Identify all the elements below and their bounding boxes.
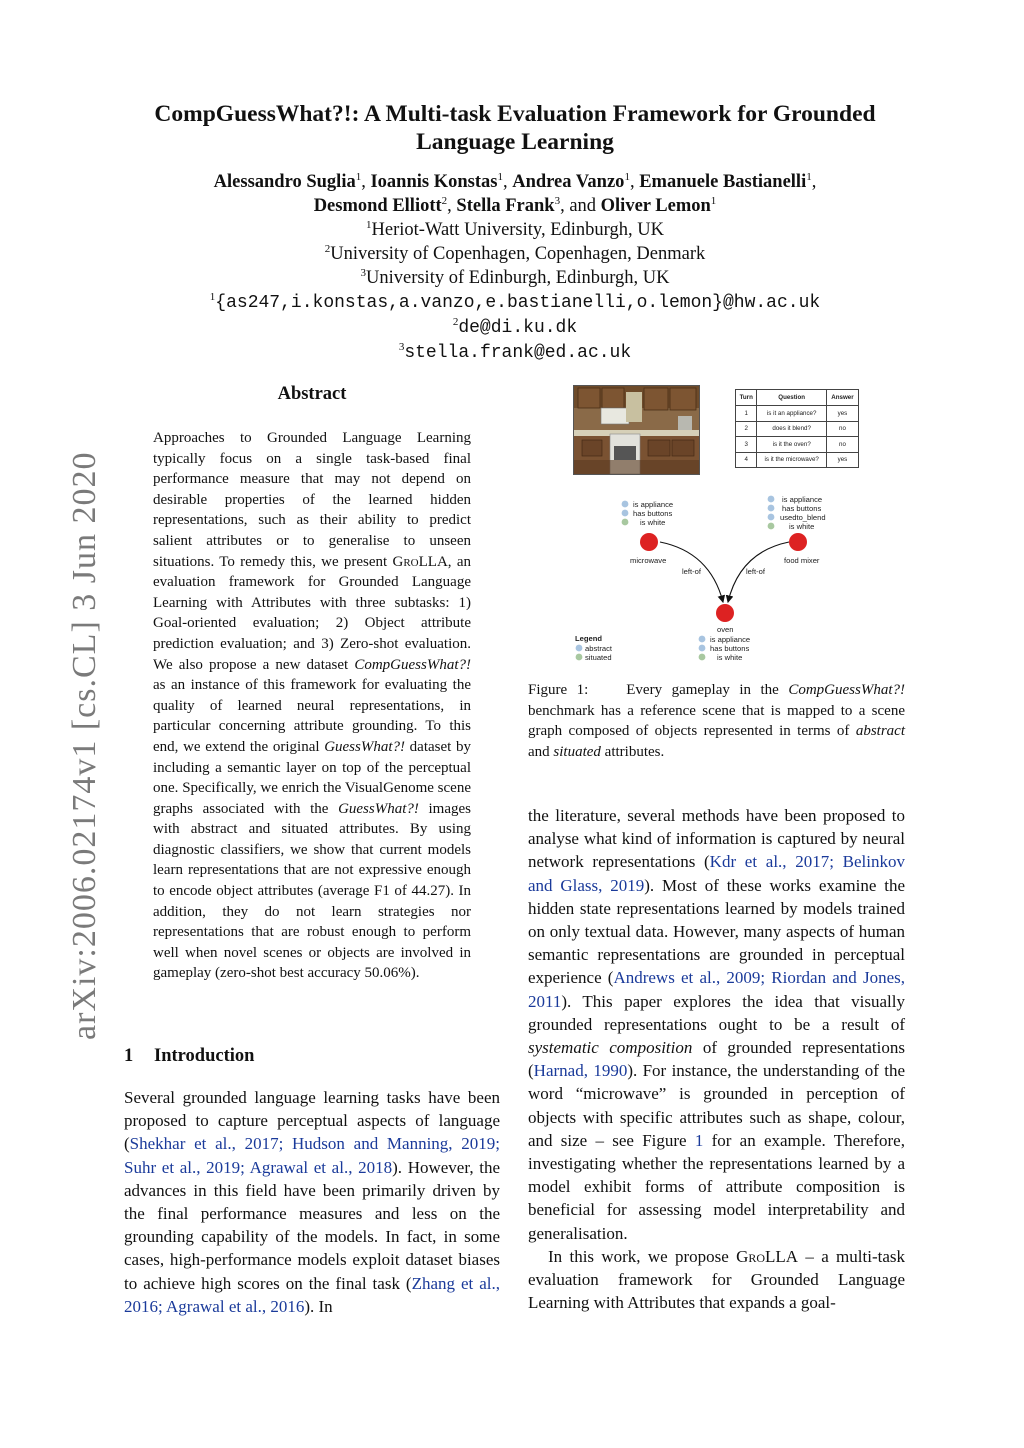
node-microwave bbox=[622, 500, 674, 565]
node-attr: is white bbox=[640, 518, 666, 527]
body-text: Several grounded language learning tasks have been proposed to capture perceptual aspects of language ( bbox=[124, 1088, 500, 1154]
caption-text: benchmark has a reference scene that is mapped to a scene graph composed of objects represented in terms of bbox=[528, 702, 905, 740]
author-affiliation: 1 bbox=[355, 171, 362, 183]
body-text: of grounded representations ( bbox=[528, 1038, 905, 1081]
affiliation-number: 1 bbox=[366, 219, 372, 231]
node-label: oven bbox=[717, 625, 734, 634]
citation-link[interactable]: Zhang et al., 2016; Agrawal et al., 2016 bbox=[124, 1273, 500, 1316]
author-affiliation: 2 bbox=[441, 195, 448, 207]
table-row bbox=[736, 452, 859, 468]
table-row bbox=[736, 406, 859, 422]
dialogue-table bbox=[735, 389, 859, 468]
attr-dot-situated bbox=[699, 654, 706, 661]
abstract-dataset-name: GuessWhat?! bbox=[338, 800, 419, 817]
arxiv-sidebar bbox=[14, 451, 103, 1040]
right-column-text bbox=[528, 804, 905, 1314]
author-affiliation: 1 bbox=[624, 171, 630, 183]
node-circle bbox=[640, 533, 658, 551]
citation-link[interactable]: Shekhar et al., 2017; Hudson and Manning, 2019; Suhr et al., 2019; Agrawal et al., 2018 bbox=[124, 1134, 500, 1177]
citation-link[interactable]: Kdr et al., 2017; Belinkov and Glass, 2019 bbox=[528, 852, 905, 895]
abstract-dataset-name: GuessWhat?! bbox=[324, 738, 406, 755]
table-header: Turn bbox=[736, 390, 757, 406]
table-header: Question bbox=[757, 390, 827, 406]
introduction-paragraph bbox=[124, 1086, 500, 1318]
attr-dot-situated bbox=[768, 523, 775, 530]
abstract-text: Approaches to Grounded Language Learning typically focus on a single task-based final performance measure that may not depend on desirable properties of the learned hidden representations, such as their ability to predict salient attributes or to generalise to unseen situations. To remedy this, we present bbox=[153, 430, 471, 570]
kitchen-scene-drawing bbox=[574, 386, 699, 474]
legend-situated: situated bbox=[585, 653, 612, 662]
email-line bbox=[100, 340, 930, 365]
node-attr: has buttons bbox=[633, 509, 673, 518]
body-text: – a multi-task evaluation framework for Grounded Language Learning with Attributes that expands a goal- bbox=[528, 1246, 905, 1313]
table-header-row bbox=[736, 390, 859, 406]
node-attr: is white bbox=[717, 653, 743, 662]
attr-dot-abstract bbox=[622, 510, 629, 517]
email-number: 1 bbox=[209, 291, 216, 303]
node-label: food mixer bbox=[784, 556, 820, 565]
email-address[interactable]: de@di.ku.dk bbox=[458, 318, 578, 338]
table-cell: no bbox=[826, 437, 858, 453]
caption-text: and bbox=[528, 743, 554, 760]
table-cell: yes bbox=[826, 452, 858, 468]
table-cell: no bbox=[826, 421, 858, 437]
author-affiliation: 1 bbox=[710, 195, 717, 207]
email-number: 3 bbox=[398, 341, 405, 353]
table-cell: 3 bbox=[736, 437, 757, 453]
arxiv-identifier: arXiv:2006.02174v1 [cs.CL] 3 Jun 2020 bbox=[66, 451, 103, 1040]
email-address[interactable]: stella.frank@ed.ac.uk bbox=[404, 343, 632, 363]
body-text: ). Most of these works examine the hidden state representations learned by models trained on only textual data. However, many aspects of human semantic representations are grounded in perceptual experience ( bbox=[528, 875, 905, 988]
authors-line-1 bbox=[100, 170, 930, 194]
legend-dot-abstract bbox=[576, 645, 583, 652]
affiliation-line bbox=[100, 218, 930, 242]
edge-label-right: left-of bbox=[746, 567, 765, 576]
author-separator: , bbox=[629, 172, 640, 192]
email-address[interactable]: {as247,i.konstas,a.vanzo,e.bastianelli,o.lemon}@hw.ac.uk bbox=[215, 293, 821, 313]
attr-dot-abstract bbox=[768, 505, 775, 512]
author-name: Emanuele Bastianelli bbox=[639, 172, 807, 192]
body-text: the literature, several methods have been proposed to analyse what kind of information is captured by neural network representations ( bbox=[528, 806, 905, 872]
author-name: Alessandro Suglia bbox=[213, 172, 356, 192]
body-text: In this work, we propose bbox=[548, 1246, 737, 1266]
author-name: Stella Frank bbox=[456, 196, 555, 216]
citation-link[interactable]: Harnad, 1990 bbox=[533, 1061, 628, 1081]
body-text: ). For instance, the understanding of the word “microwave” is grounded in perception of objects with specific attributes such as shape, colour, and size – see Figure bbox=[528, 1061, 905, 1150]
abstract-text: , an evaluation framework for Grounded Language Learning with Attributes with three subtasks: 1) Goal-oriented evaluation; 2) Object attribute prediction evaluation; and 3) Zero-shot evaluation. We also propose a new dataset bbox=[153, 553, 471, 673]
node-attr: is white bbox=[789, 522, 815, 531]
paper-title bbox=[100, 100, 930, 156]
attr-dot-abstract bbox=[699, 636, 706, 643]
framework-name: GroLLA bbox=[736, 1246, 799, 1266]
affiliation-line bbox=[100, 266, 930, 290]
body-text: ). However, the advances in this field have been primarily driven by the final performance measures and less on the grounding capability of the models. In fact, in some cases, high-performance models exploit dataset biases to achieve high scores on the final task ( bbox=[124, 1157, 500, 1293]
title-line-2: Language Learning bbox=[416, 129, 614, 155]
caption-label: Figure 1: bbox=[528, 682, 589, 698]
email-number: 2 bbox=[452, 316, 459, 328]
affiliation-number: 3 bbox=[360, 267, 366, 279]
node-attr: has buttons bbox=[782, 504, 822, 513]
table-cell: is it the microwave? bbox=[757, 452, 827, 468]
node-attr: is appliance bbox=[782, 495, 823, 504]
section-number: 1 bbox=[124, 1046, 134, 1066]
table-row bbox=[736, 437, 859, 453]
body-paragraph bbox=[528, 804, 905, 1245]
attr-dot-abstract bbox=[768, 514, 775, 521]
abstract-text: dataset by including a semantic layer on top of the perceptual one. Specifically, we enrich the VisualGenome scene graphs associated with the bbox=[153, 738, 471, 817]
attr-dot-abstract bbox=[768, 496, 775, 503]
figure-reference-link[interactable]: 1 bbox=[694, 1130, 704, 1150]
affiliation-line bbox=[100, 242, 930, 266]
author-block bbox=[100, 170, 930, 365]
caption-text: Every gameplay in the bbox=[626, 682, 789, 698]
affiliation-text: University of Copenhagen, Copenhagen, Denmark bbox=[330, 244, 706, 264]
table-cell: is it the oven? bbox=[757, 437, 827, 453]
author-affiliation: 3 bbox=[554, 195, 561, 207]
author-affiliation: 1 bbox=[806, 171, 812, 183]
caption-italic: situated bbox=[553, 743, 601, 760]
affiliation-text: Heriot-Watt University, Edinburgh, UK bbox=[371, 220, 664, 240]
citation-link[interactable]: Andrews et al., 2009; Riordan and Jones, 2011 bbox=[528, 968, 905, 1011]
body-text: ). This paper explores the idea that visually grounded representations ought to be a result of bbox=[528, 991, 905, 1034]
abstract-heading: Abstract bbox=[277, 384, 347, 404]
abstract-text: as an instance of this framework for evaluating the quality of learned neural representations, in particular concerning attribute grounding. To this end, we extend the original bbox=[153, 677, 471, 755]
table-cell: yes bbox=[826, 406, 858, 422]
attr-dot-abstract bbox=[622, 501, 629, 508]
kitchen-scene-image bbox=[573, 385, 700, 475]
affiliation-text: University of Edinburgh, Edinburgh, UK bbox=[365, 268, 670, 288]
node-label: microwave bbox=[630, 556, 667, 565]
table-header: Answer bbox=[826, 390, 858, 406]
email-line bbox=[100, 315, 930, 340]
author-separator: , bbox=[502, 172, 513, 192]
table-cell: 4 bbox=[736, 452, 757, 468]
body-text: ). In bbox=[304, 1296, 333, 1316]
node-food-mixer bbox=[768, 495, 826, 565]
node-attr: usedto_blend bbox=[780, 513, 826, 522]
node-circle bbox=[789, 533, 807, 551]
legend-dot-situated bbox=[576, 654, 583, 661]
table-cell: is it an appliance? bbox=[757, 406, 827, 422]
body-text: for an example. Therefore, investigating whether the representations learned by a model exhibit forms of attribute composition is beneficial for assessing model interpretability and generalisation. bbox=[528, 1130, 905, 1243]
author-separator: , and bbox=[560, 196, 601, 216]
author-name: Andrea Vanzo bbox=[512, 172, 625, 192]
section-title: Introduction bbox=[154, 1046, 255, 1066]
caption-italic: abstract bbox=[855, 723, 905, 740]
caption-dataset-name: CompGuessWhat?! bbox=[788, 682, 905, 698]
figure-caption bbox=[528, 680, 905, 762]
affiliation-number: 2 bbox=[324, 243, 331, 255]
table-row bbox=[736, 421, 859, 437]
node-attr: is appliance bbox=[710, 635, 751, 644]
author-name: Desmond Elliott bbox=[313, 196, 442, 216]
table-cell: 1 bbox=[736, 406, 757, 422]
author-affiliation: 1 bbox=[497, 171, 503, 183]
table-cell: does it blend? bbox=[757, 421, 827, 437]
email-line bbox=[100, 290, 930, 315]
caption-text: attributes. bbox=[600, 743, 665, 760]
node-attr: is appliance bbox=[633, 500, 674, 509]
body-italic: systematic composition bbox=[528, 1038, 693, 1058]
node-circle bbox=[716, 604, 734, 622]
scene-graph bbox=[560, 490, 930, 670]
author-separator: , bbox=[811, 172, 817, 192]
node-oven bbox=[699, 604, 751, 662]
table-cell: 2 bbox=[736, 421, 757, 437]
authors-line-2 bbox=[100, 194, 930, 218]
graph-legend bbox=[575, 634, 613, 662]
author-separator: , bbox=[361, 172, 371, 192]
title-line-1: CompGuessWhat?!: A Multi-task Evaluation Framework for Grounded bbox=[154, 101, 876, 127]
author-separator: , bbox=[447, 196, 457, 216]
author-name: Ioannis Konstas bbox=[370, 172, 498, 192]
section-heading-introduction bbox=[124, 1046, 500, 1067]
node-attr: has buttons bbox=[710, 644, 750, 653]
legend-abstract: abstract bbox=[585, 644, 613, 653]
author-name: Oliver Lemon bbox=[600, 196, 711, 216]
body-paragraph bbox=[528, 1245, 905, 1315]
attr-dot-situated bbox=[622, 519, 629, 526]
abstract-body bbox=[153, 428, 471, 984]
abstract-dataset-name: CompGuessWhat?! bbox=[354, 656, 471, 673]
abstract-text: images with abstract and situated attributes. By using diagnostic classifiers, we show that current models learn representations that are not expressive enough to encode object attributes (average F1 of 44.27). In addition, they do not learn strategies nor representations that are robust enough to perform well when novel scenes or objects are involved in gameplay (zero-shot best accuracy 50.06%). bbox=[153, 800, 471, 982]
abstract-framework-name: GroLLA bbox=[392, 553, 448, 570]
attr-dot-abstract bbox=[699, 645, 706, 652]
legend-title: Legend bbox=[575, 634, 603, 643]
edge-label-left: left-of bbox=[682, 567, 701, 576]
